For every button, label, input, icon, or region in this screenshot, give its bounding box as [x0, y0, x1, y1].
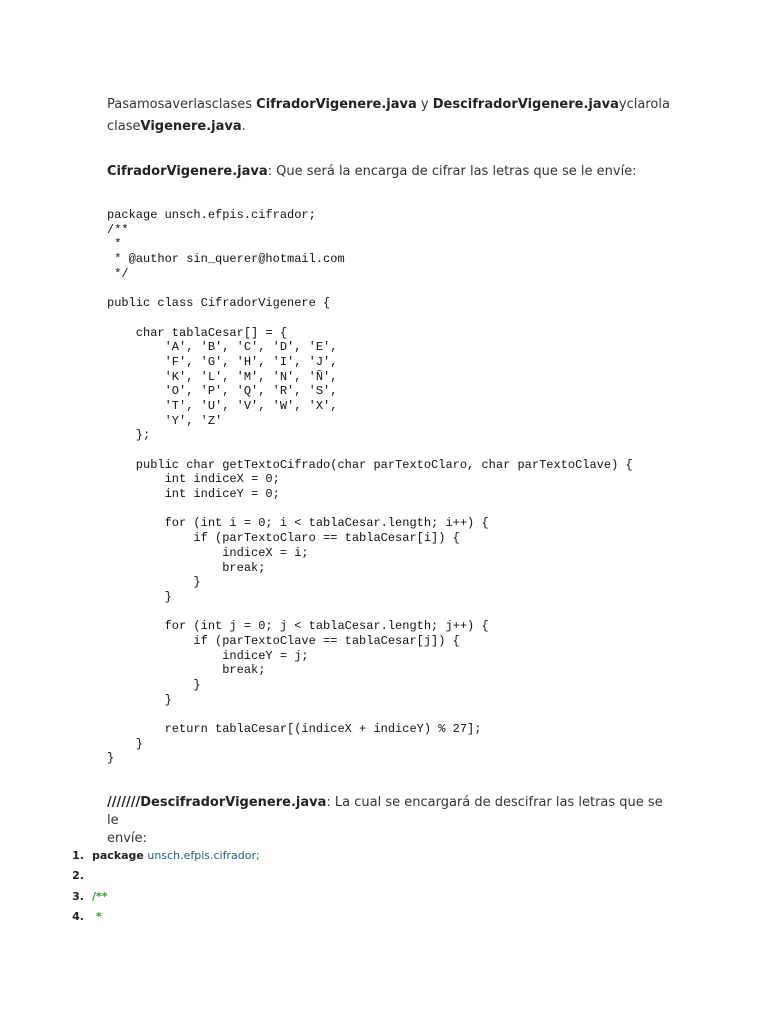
- code-line: if (parTextoClave == tablaCesar[j]) {: [107, 633, 460, 648]
- intro-word-group: [212, 94, 619, 116]
- comment: *: [92, 910, 102, 924]
- intro-paragraph: [107, 94, 670, 138]
- code-line: int indiceY = 0;: [107, 487, 280, 502]
- code-line: package unsch.efpis.cifrador;: [107, 208, 316, 222]
- code-line: for (int j = 0; j < tablaCesar.length; j++) {: [107, 619, 489, 634]
- code-line: break;: [107, 560, 266, 575]
- section-descifrador-heading: [107, 794, 667, 848]
- code-line: }: [107, 692, 172, 707]
- intro-line-2: [107, 116, 663, 138]
- intro-word: a: [164, 97, 173, 112]
- code-line: indiceX = i;: [107, 545, 309, 560]
- numbered-code-listing: [60, 845, 660, 927]
- code-line: [107, 707, 633, 722]
- intro-word: clases: [211, 97, 253, 112]
- code-line: break;: [107, 663, 266, 678]
- intro-word: las: [193, 97, 212, 112]
- class-name-cifrador: CifradorVigenere.java: [256, 97, 417, 112]
- listing-code: [92, 849, 260, 862]
- code-line: }: [107, 589, 172, 604]
- code-line: 'Y', 'Z': [107, 413, 223, 428]
- code-line: [107, 281, 633, 296]
- line-number: 1.: [72, 848, 84, 862]
- code-line: int indiceX = 0;: [107, 472, 280, 487]
- code-line: 'T', 'U', 'V', 'W', 'X',: [107, 398, 338, 413]
- code-line: char tablaCesar[] = {: [107, 325, 288, 340]
- intro-line-1: [107, 94, 670, 116]
- section-descifrador-file: DescifradorVigenere.java: [140, 795, 327, 810]
- code-line: public class CifradorVigenere {: [107, 296, 331, 311]
- code-line: indiceY = j;: [107, 648, 309, 663]
- code-line: return tablaCesar[(indiceX + indiceY) % 27];: [107, 722, 482, 737]
- code-line: 'A', 'B', 'C', 'D', 'E',: [107, 340, 338, 355]
- code-line: }: [107, 736, 144, 751]
- comment: /**: [92, 889, 108, 903]
- code-line: }: [107, 678, 201, 692]
- code-line: [107, 311, 633, 326]
- code-line: }: [107, 751, 115, 766]
- intro-word: y: [420, 97, 429, 112]
- code-line: * @author sin_querer@hotmail.com: [107, 252, 345, 267]
- code-line: }: [107, 575, 201, 590]
- listing-line: [60, 845, 660, 866]
- code-line: [107, 502, 633, 517]
- code-line: /**: [107, 222, 129, 237]
- code-line: };: [107, 428, 151, 443]
- intro-word: Pasamos: [107, 97, 165, 112]
- intro-word: claro: [626, 97, 659, 112]
- code-block: [107, 208, 633, 766]
- section-descifrador-line-2: envíe:: [107, 831, 147, 846]
- section-cifrador-text: : Que será la encarga de cifrar las letras que se le envíe:: [267, 164, 637, 179]
- section-cifrador-heading: [107, 163, 667, 181]
- intro-word: clase: [107, 119, 141, 134]
- intro-word: ver: [172, 97, 194, 112]
- code-line: public char getTextoCifrado(char parTextoClaro, char parTextoClave) {: [107, 457, 633, 472]
- section-descifrador-prefix: ///////: [107, 795, 141, 810]
- intro-period: .: [241, 119, 246, 134]
- line-number: 3.: [72, 889, 84, 903]
- line-number: 4.: [72, 910, 84, 924]
- section-cifrador-file: CifradorVigenere.java: [107, 164, 268, 179]
- code-line: 'K', 'L', 'M', 'N', 'Ñ',: [107, 369, 338, 384]
- code-line: [107, 443, 633, 458]
- listing-line: [60, 866, 660, 887]
- intro-word: y: [618, 97, 627, 112]
- line-number: 2.: [72, 869, 84, 883]
- package-name: unsch.efpis.cifrador: [147, 848, 256, 862]
- section-descifrador-text: : La cual se encargará de descifrar las letras que se le: [107, 795, 663, 828]
- keyword: package: [92, 848, 144, 862]
- code-line: */: [107, 266, 129, 281]
- listing-line: [60, 907, 660, 928]
- section-descifrador-line-1: [107, 794, 667, 830]
- semicolon: ;: [255, 848, 260, 862]
- code-line: 'F', 'G', 'H', 'I', 'J',: [107, 354, 338, 369]
- code-line: for (int i = 0; i < tablaCesar.length; i++) {: [107, 516, 489, 531]
- code-line: [107, 605, 633, 620]
- code-line: *: [107, 237, 122, 252]
- intro-word: la: [658, 97, 670, 112]
- code-line: if (parTextoClaro == tablaCesar[i]) {: [107, 531, 460, 546]
- code-line: 'O', 'P', 'Q', 'R', 'S',: [107, 384, 338, 399]
- class-name-vigenere: Vigenere.java: [140, 119, 242, 134]
- listing-line: [60, 886, 660, 907]
- class-name-descifrador: DescifradorVigenere.java: [432, 97, 619, 112]
